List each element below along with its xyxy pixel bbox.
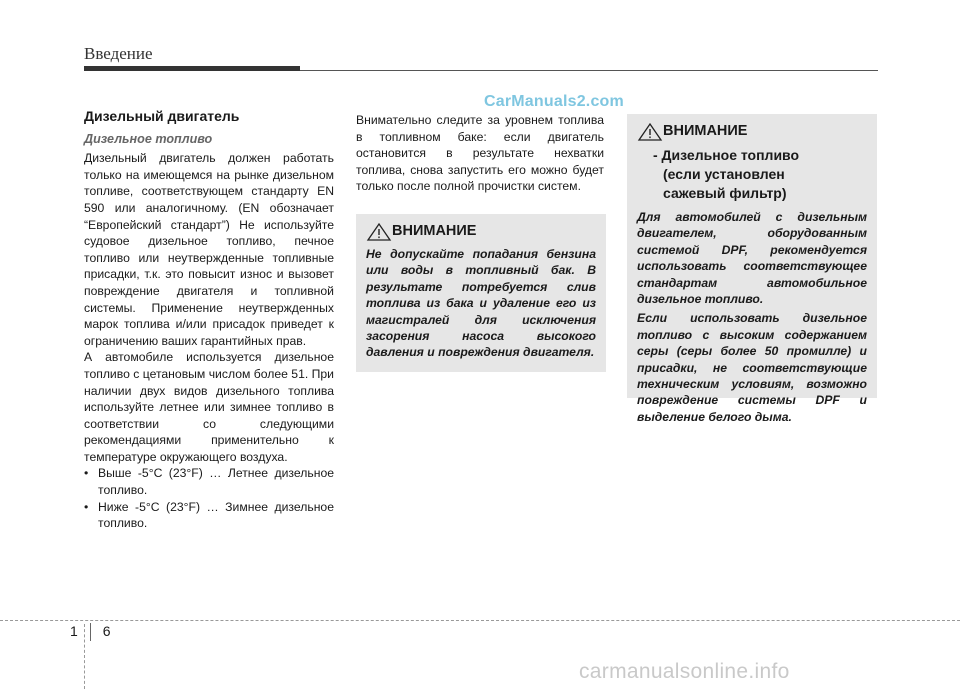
watermark-bottom: carmanualsonline.info xyxy=(579,660,790,683)
subheading: Дизельное топливо xyxy=(84,131,213,146)
watermark-top: CarManuals2.com xyxy=(484,93,624,110)
bullet-text: Выше -5°C (23°F) … Летнее дизельное топливо. xyxy=(98,466,334,498)
warning-title: ВНИМАНИЕ xyxy=(663,123,748,139)
list-item xyxy=(84,465,334,498)
warning-text: Не допускайте попадания бензина или воды в топливный бак. В результате потребуется слив топлива из бака и удаление его из магистралей для исключения засорения насоса высокого давления и повреждения двигателя. xyxy=(366,247,596,360)
warning-triangle-icon xyxy=(366,222,392,242)
section-title: Введение xyxy=(84,44,153,63)
paragraph-3: Внимательно следите за уровнем топлива в топливном баке: если двигатель остановится в результате нехватки топлива, снова запустить его можно будет только после полной прочистки систем. xyxy=(356,113,604,194)
warning-triangle-icon xyxy=(637,122,663,142)
warning-text: Для автомобилей с дизельным двигателем, оборудованным системой DPF, рекомендуется использовать соответствующее стандартам автомобильное дизельное топливо. xyxy=(637,210,867,307)
paragraph-2: А автомобиле используется дизельное топливо с цетановым числом более 51. При наличии двух видов дизельного топлива используйте летнее или зимнее топливо в соответствии со следующими рекомендациями применительно к температуре окружающего воздуха. xyxy=(84,350,334,464)
middle-column xyxy=(356,112,604,195)
page-heading: Дизельный двигатель xyxy=(84,108,240,124)
page-number-separator xyxy=(90,623,91,641)
paragraph-1: Дизельный двигатель должен работать только на имеющемся на рынке дизельном топливе, соответствующем стандарту EN 590 или аналогичному. (EN обозначает “Европейский стандарт”) Не используйте судовое дизельное топливо, печное топливо или неутвержденные топливные присадки, т.к. это повысит износ и вызовет повреждение двигателя и топливной системы. Применение неутвержденных марок топлива и/или присадок приведет к ограничению ваших гарантийных прав. xyxy=(84,151,334,348)
bullet-text: Ниже -5°C (23°F) … Зимнее дизельное топливо. xyxy=(98,499,334,531)
page-number xyxy=(70,623,111,641)
warning-subtitle-line: (если установлен xyxy=(663,166,785,182)
bullet-marker: • xyxy=(84,499,89,514)
warning-subtitle-line: сажевый фильтр) xyxy=(663,185,787,201)
chapter-number: 1 xyxy=(70,623,78,639)
header-rule-thick xyxy=(84,66,300,71)
list-item xyxy=(84,499,334,532)
bullet-marker: • xyxy=(84,466,89,481)
page-number-value: 6 xyxy=(102,623,111,639)
warning-subtitle xyxy=(653,146,867,203)
warning-subtitle-line: - Дизельное топливо xyxy=(653,147,800,163)
warning-box-1 xyxy=(356,214,606,372)
header-rule-thin xyxy=(300,70,878,71)
left-column xyxy=(84,108,334,532)
warning-text: Если использовать дизельное топливо с высоким содержанием серы (серы более 50 промилле) и присадки, не соответствующие техническим условиям, возможно повреждение системы DPF и выделение белого дыма. xyxy=(637,311,867,424)
warning-title: ВНИМАНИЕ xyxy=(392,223,477,239)
footer-divider xyxy=(0,620,960,621)
warning-box-2 xyxy=(627,114,877,424)
